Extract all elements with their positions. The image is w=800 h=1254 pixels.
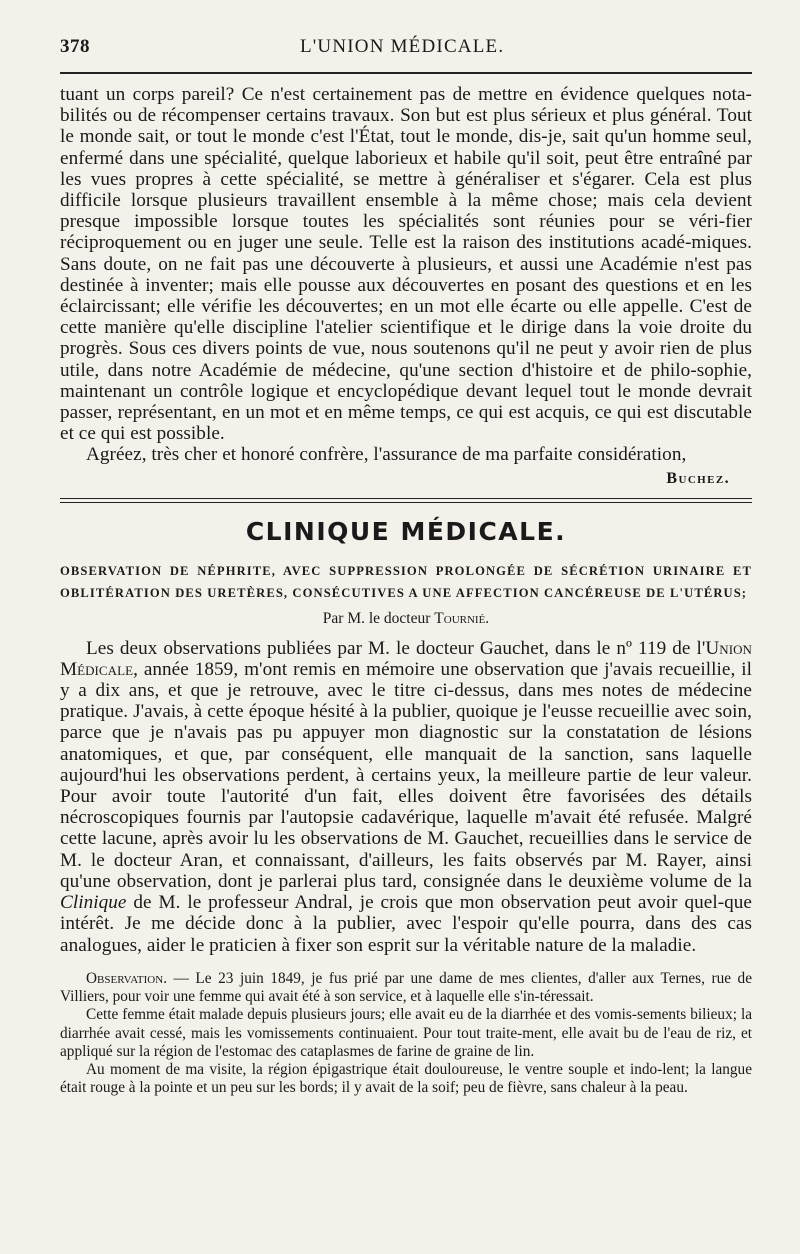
journal-reference: Union Médicale	[60, 637, 752, 680]
author-name: Tournié.	[434, 609, 490, 627]
article-text-b: , année 1859, m'ont remis en mémoire une observation que j'avais recueillie, il y a dix ans, et que je retrouve, avec le titre ci-dessus, dans mes notes de médecine pratique. J'avais, à cette époque hésité à la publier, quoique je l'eusse recueillie avec soin, parce que je n'avais pas pu appuyer mon diagnostic sur la constatation de lésions anatomiques, et que, par conséquent, elle manquait de la sanction, sans laquelle aujourd'hui les observations perdent, à certains yeux, la meilleure partie de leur valeur. Pour avoir toute l'autorité d'un fait, elles doivent être favorisées des détails nécroscopiques fournis par l'autopsie cadavérique, laquelle m'avait été refusée. Malgré cette lacune, après avoir lu les observations de M. Gauchet, recueillies dans le service de M. le docteur Aran, et connaissant, d'ailleurs, les faits observés par M. Rayer, ainsi qu'une observation, dont je parlerai plus tard, consignée dans le deuxième volume de la	[60, 658, 752, 892]
section-divider	[60, 498, 752, 503]
observation-paragraph-3: Au moment de ma visite, la région épigastrique était douloureuse, le ventre souple et indo-lent; la langue était rouge à la pointe et un peu sur les bords; il y avait de la soif; peu de fièvre, sans chaleur à la peau.	[60, 1061, 752, 1097]
header-rule	[60, 72, 752, 74]
section-title: CLINIQUE MÉDICALE.	[245, 516, 567, 546]
article-paragraph	[60, 638, 752, 956]
journal-title: L'UNION MÉDICALE.	[300, 36, 505, 57]
letter-paragraph: tuant un corps pareil? Ce n'est certainement pas de mettre en évidence quelques nota-bilités ou de récompenser certains travaux. Son but est plus sérieux et plus général. Tout le monde sait, or tout le monde c'est l'État, tout le monde, dis-je, sait qu'un homme seul, enfermé dans une spécialité, quelque laborieux et habile qu'il soit, peut être entraîné par les vues propres à cette spécialité, se mettre à généraliser et s'égarer. Cela est plus difficile lorsque plusieurs travaillent ensemble à la même chose; mais cela devient presque impossible lorsque toutes les spécialités sont réunies pour se véri-fier réciproquement ou en juger une seule. Telle est la raison des institutions acadé-miques. Sans doute, on ne fait pas une découverte à plusieurs, et aussi une Académie n'est pas destinée à inventer; mais elle pousse aux découvertes en posant des questions et en les éclaircissant; elle vérifie les découvertes; en un mot elle écarte ou elle appelle. C'est de cette manière qu'elle discipline l'atelier scientifique et le dirige dans la voie droite du progrès. Sous ces divers points de vue, nous soutenons qu'il ne peut y avoir rien de plus utile, dans notre Académie de médecine, qu'une section d'histoire et de philo-sophie, maintenant un contrôle logique et encyclopédique devant lequel tout le monde devrait passer, représentant, en un mot et en même temps, ce qui est acquis, ce qui est discutable et ce qui est possible.	[60, 84, 752, 445]
running-head	[60, 36, 752, 70]
article-text-a: Les deux observations publiées par M. le docteur Gauchet, dans le nº 119 de l'	[86, 637, 706, 659]
observation-paragraph-1	[60, 970, 752, 1007]
observation-paragraph-2: Cette femme était malade depuis plusieurs jours; elle avait eu de la diarrhée et des vomis-sements bilieux; la diarrhée avait cessé, mais les vomissements continuaient. Pour tout traite-ment, elle avait bu de l'eau de riz, et appliqué sur la région de l'estomac des cataplasmes de farine de graine de lin.	[60, 1006, 752, 1060]
page-number: 378	[60, 36, 90, 57]
letter-signature: Buchez.	[666, 469, 730, 487]
spacer	[60, 956, 752, 970]
article-author	[60, 610, 752, 628]
author-prefix: Par M. le docteur	[322, 609, 435, 627]
observation-label: Observation.	[86, 969, 168, 987]
observation-text-1: — Le 23 juin 1849, je fus prié par une dame de mes clientes, d'aller aux Ternes, rue de Villiers, pour voir une femme qui avait été à son service, et à laquelle elle s'in-téressait.	[60, 969, 752, 1005]
article-heading: OBSERVATION DE NÉPHRITE, AVEC SUPPRESSION PROLONGÉE DE SÉCRÉTION URINAIRE ET OBLITÉRATION DES URETÈRES, CONSÉCUTIVES A UNE AFFECTION CANCÉREUSE DE L'UTÉRUS;	[60, 563, 752, 600]
book-reference: Clinique	[60, 892, 127, 914]
article-text-c: de M. le professeur Andral, je crois que mon observation peut avoir quel-que intérêt. Je me décide donc à la publier, avec l'espoir qu'elle pourra, dans des cas analogues, aider le praticien à fixer son esprit sur la véritable nature de la maladie.	[60, 892, 752, 956]
letter-closing: Agréez, très cher et honoré confrère, l'assurance de ma parfaite considération,	[86, 444, 687, 466]
